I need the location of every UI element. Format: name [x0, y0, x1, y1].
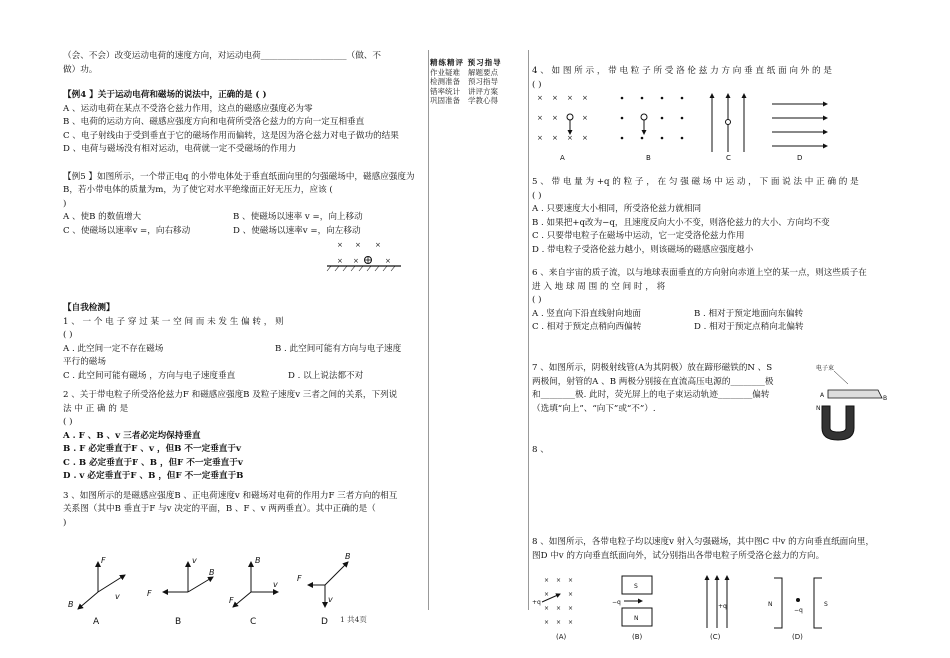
guidance-item: 错率统计: [430, 86, 460, 96]
svg-text:B: B: [255, 556, 261, 565]
example-5-figure: [323, 238, 403, 276]
q5-block: [532, 176, 892, 335]
guidance-column: [430, 58, 525, 106]
svg-text:B: B: [68, 600, 74, 609]
svg-text:×: ×: [337, 241, 343, 249]
svg-text:S: S: [850, 399, 854, 406]
q7-figure: [808, 362, 888, 442]
svg-text:×: ×: [375, 241, 381, 249]
svg-text:F: F: [229, 596, 234, 605]
svg-text:v: v: [273, 580, 278, 589]
q1-option-d: D . 以上说法都不对: [288, 370, 364, 381]
intro-line-2: 做）功。: [63, 64, 98, 75]
svg-text:v: v: [192, 556, 197, 565]
guidance-item: 讲评方案: [468, 86, 498, 96]
example-5-row-cd: [63, 225, 423, 239]
q5-option: C . 只要带电粒子在磁场中运动，它一定受洛伦兹力作用: [532, 231, 745, 241]
q3-line: 3 、如图所示的是磁感应强度B 、正电荷速度v 和磁场对电荷的作用力F 三者方向的相互: [63, 490, 398, 501]
q2-line: 法 中 正 确 的 是: [63, 403, 129, 414]
example-4-option: D 、电荷与磁场没有相对运动，电荷就一定不受磁场的作用力: [63, 144, 297, 154]
svg-text:v: v: [115, 592, 120, 601]
example-5-option-b: B 、使磁场以速率 v =，向上移动: [233, 212, 363, 222]
q5-option: B . 如果把+q改为−q，且速度反向大小不变，则洛伦兹力的大小、方向均不变: [532, 217, 830, 228]
q2-option: A . F 、B 、v 三者必定均保持垂直: [63, 430, 201, 441]
example-5-option-c: C 、使磁场以速率v =，向右移动: [63, 225, 191, 236]
q4-figure: [532, 90, 832, 162]
q6-row-ab: [532, 308, 892, 322]
svg-text:A: A: [820, 392, 825, 399]
example-4-title: 【例4 】关于运动电荷和磁场的说法中，正确的是 ( ): [63, 90, 267, 100]
q2-option: C . B 必定垂直于F 、B ，但F 不一定垂直于v: [63, 457, 243, 468]
svg-text:B: B: [345, 552, 351, 561]
q7-line: 和________极. 此时，荧光屏上的电子束运动轨迹________偏转: [532, 390, 770, 400]
svg-text:×: ×: [568, 577, 574, 584]
q2-option: D . v 必定垂直于F 、B ，但F 不一定垂直于B: [63, 471, 244, 481]
q7-line: 两极间，射管的A 、B 两极分别接在直流高压电源的________极: [532, 376, 774, 387]
svg-text:B: B: [209, 568, 215, 577]
svg-text:−q: −q: [794, 607, 803, 614]
q4-line: 4 、 如 图 所 示 ， 带 电 粒 子 所 受 洛 伦 兹 力 方 向 垂 直 纸 面 向 外 的 是: [532, 66, 832, 76]
svg-text:N: N: [634, 615, 639, 622]
svg-text:×: ×: [544, 591, 550, 598]
svg-text:×: ×: [537, 134, 543, 142]
q3-option-label: D: [321, 617, 328, 627]
q6-row-cd: [532, 321, 892, 335]
example-5-option-d: D 、使磁场以速率v =，向左移动: [233, 225, 361, 236]
q6-option-a: A . 竖直向下沿直线射向地面: [532, 308, 641, 319]
q2-line: 2 、关于带电粒子所受洛伦兹力F 和磁感应强度B 及粒子速度v 三者之间的关系，下列说: [63, 390, 398, 400]
svg-text:×: ×: [337, 257, 343, 265]
svg-text:×: ×: [544, 605, 550, 612]
svg-text:F: F: [297, 574, 302, 583]
self-check-title: 【自我检测】: [63, 303, 115, 313]
q3-option-label: A: [93, 617, 100, 627]
q8-empty: 8 、: [532, 445, 549, 455]
q5-option: D . 带电粒子受洛伦兹力越小，则该磁场的磁感应强度越小: [532, 244, 754, 255]
q8-option-label: (B): [632, 633, 643, 641]
right-column: [532, 65, 892, 92]
q3-option-label: B: [175, 617, 182, 627]
svg-text:×: ×: [556, 605, 562, 612]
self-check: [63, 302, 423, 530]
q4-paren: ( ): [532, 79, 542, 90]
q4-option-label: A: [560, 154, 565, 162]
q6-line: 进 入 地 球 周 围 的 空 间 时 ， 将: [532, 281, 666, 292]
page-footer: 1 共4页: [340, 615, 367, 624]
svg-text:+q: +q: [532, 599, 541, 606]
q4-option-label: B: [646, 154, 651, 162]
example-4-option: C 、电子射线由于受到垂直于它的磁场作用而偏转，这是因为洛仑兹力对电子做功的结果: [63, 130, 399, 141]
example-4-option: B 、电荷的运动方向、磁感应强度方向和电荷所受洛仑兹力的方向一定互相垂直: [63, 117, 365, 127]
guidance-row: [430, 96, 525, 106]
guidance-row: [430, 68, 525, 78]
svg-text:×: ×: [568, 605, 574, 612]
q8-line: 图D 中v 的方向垂直纸面向外，试分别指出各带电粒子所受洛仑兹力的方向。: [532, 550, 825, 561]
q5-option: A . 只要速度大小相同，所受洛伦兹力就相同: [532, 204, 702, 214]
svg-text:×: ×: [556, 577, 562, 584]
q8-figure: [532, 572, 832, 642]
example-5: [63, 171, 423, 239]
example-4-option: A 、运动电荷在某点不受洛仑兹力作用，这点的磁感应强度必为零: [63, 103, 313, 114]
q5-paren: ( ): [532, 190, 542, 201]
example-4: [63, 89, 423, 157]
svg-text:+q: +q: [718, 603, 727, 610]
guidance-item: 作业疑难: [430, 67, 460, 77]
svg-text:−q: −q: [612, 599, 621, 606]
q7-block: [532, 362, 792, 416]
guidance-title: 精练精评 预习指导: [430, 58, 502, 67]
svg-text:×: ×: [552, 114, 558, 122]
svg-text:×: ×: [567, 134, 573, 142]
q6-paren: ( ): [532, 295, 542, 305]
q1-row-ab: [63, 343, 423, 357]
q6-option-d: D . 相对于预定点稍向北偏转: [694, 322, 804, 332]
svg-text:×: ×: [544, 577, 550, 584]
q5-line: 5 、 带 电 量 为 +q 的 粒 子 ， 在 匀 强 磁 场 中 运 动 ， 下 面 说 法 中 正 确 的 是: [532, 177, 859, 187]
left-column: [63, 50, 423, 530]
q8-option-label: (D): [792, 633, 803, 641]
q1-option-b: B . 此空间可能有方向与电子速度: [275, 343, 402, 354]
q6-option-b: B . 相对于预定地面向东偏转: [694, 308, 804, 319]
svg-text:×: ×: [537, 114, 543, 122]
q2-option: B . F 必定垂直于F 、v ，但B 不一定垂直于v: [63, 444, 241, 454]
svg-text:×: ×: [568, 619, 574, 626]
svg-text:×: ×: [355, 241, 361, 249]
example-5-paren: ): [63, 198, 67, 209]
guidance-row: [430, 87, 525, 97]
q4-option-label: C: [726, 154, 731, 162]
svg-text:×: ×: [552, 134, 558, 142]
guidance-row: [430, 77, 525, 87]
q7-line: （选填“向上”、“向下”或“不”）.: [532, 403, 656, 414]
q3-option-label: C: [250, 617, 257, 627]
svg-text:B: B: [883, 395, 888, 402]
column-divider-right: [528, 50, 529, 610]
svg-text:×: ×: [556, 619, 562, 626]
svg-text:S: S: [634, 583, 638, 590]
svg-text:×: ×: [582, 114, 588, 122]
q1-paren: ( ): [63, 330, 73, 340]
q4-option-label: D: [797, 154, 803, 162]
example-5-title: 【例5 】如图所示，一个带正电q 的小带电体处于垂直纸面向里的匀强磁场中，磁感应强度为B，若小带电体的质量为m，为了使它对水平绝缘面正好无压力，应该 (: [63, 171, 415, 195]
q3-line: ): [63, 517, 67, 528]
svg-text:×: ×: [582, 94, 588, 102]
svg-text:×: ×: [353, 257, 359, 265]
guidance-item: 学教心得: [468, 96, 498, 106]
svg-text:F: F: [147, 589, 152, 598]
guidance-item: 解题要点: [468, 67, 498, 77]
svg-text:×: ×: [385, 257, 391, 265]
svg-text:×: ×: [537, 94, 543, 102]
svg-text:N: N: [768, 601, 773, 608]
q1-option-a: A . 此空间一定不存在磁场: [63, 343, 164, 354]
svg-text:×: ×: [582, 134, 588, 142]
q1-row-cd: [63, 370, 423, 384]
q1-option-b-cont: 平行的磁场: [63, 357, 106, 367]
svg-text:S: S: [824, 601, 828, 608]
svg-text:×: ×: [568, 591, 574, 598]
q2-paren: ( ): [63, 417, 73, 427]
q3-line: 关系图（其中B 垂直于F 与v 决定的平面，B 、F 、v 两两垂直）。其中正确的是（: [63, 504, 376, 514]
svg-text:×: ×: [567, 94, 573, 102]
column-divider-left: [428, 50, 429, 610]
q7-line: 7 、如图所示，阴极射线管(A为其阴极）放在蹄形磁铁的N 、S: [532, 363, 773, 373]
example-5-row-ab: [63, 211, 423, 225]
guidance-item: 巩固准备: [430, 96, 460, 106]
q1-option-c: C . 此空间可能有磁场 ，方向与电子速度垂直: [63, 370, 236, 381]
guidance-item: 检测准备: [430, 77, 460, 87]
q8-option-label: (C): [710, 633, 721, 641]
svg-text:×: ×: [544, 619, 550, 626]
svg-text:v: v: [328, 595, 333, 604]
svg-text:F: F: [101, 556, 106, 565]
q6-option-c: C . 相对于预定点稍向西偏转: [532, 322, 642, 332]
svg-text:N: N: [816, 405, 821, 412]
q8-line: 8 、如图所示，各带电粒子均以速度v 射入匀强磁场，其中图C 中v 的方向垂直纸面向里，: [532, 537, 875, 547]
intro-line-1: （会、不会）改变运动电荷的速度方向，对运动电荷____________________（做、不: [63, 51, 381, 61]
q6-line: 6 、来自宇宙的质子流，以与地球表面垂直的方向射向赤道上空的某一点，则这些质子在: [532, 268, 867, 278]
svg-text:×: ×: [552, 94, 558, 102]
q7-figure-label: 电子束: [816, 365, 835, 372]
q8-block: [532, 536, 892, 563]
example-5-option-a: A 、使B 的数值增大: [63, 212, 142, 222]
q1-line: 1 、 一 个 电 子 穿 过 某 一 空 间 而 未 发 生 偏 转 ， 则: [63, 316, 284, 327]
q8-option-label: (A): [556, 633, 567, 641]
guidance-item: 预习指导: [468, 77, 498, 87]
